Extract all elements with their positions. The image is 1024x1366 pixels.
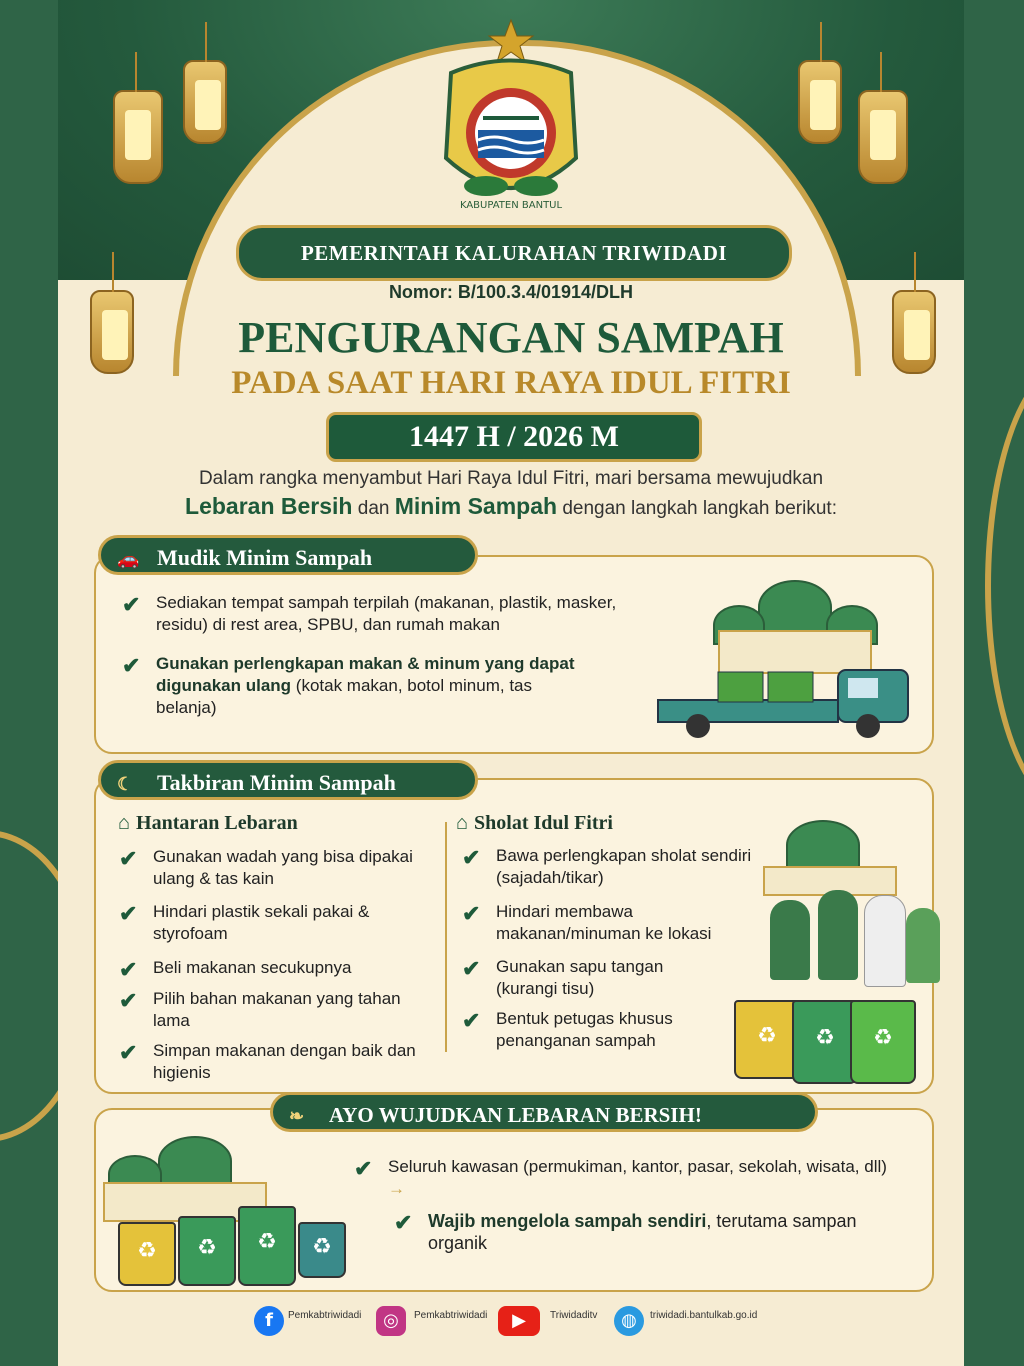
recycle-bin-icon: ♻ xyxy=(792,1000,858,1084)
website-link[interactable]: triwidadi.bantulkab.go.id xyxy=(650,1310,758,1321)
mudik-item-bold: Gunakan perlengkapan makan & minum yang dapat digunakan ulang xyxy=(156,654,575,695)
arrow-icon: → xyxy=(388,1179,405,1198)
youtube-handle[interactable]: Triwidaditv xyxy=(550,1310,598,1321)
mudik-title: Mudik Minim Sampah xyxy=(157,545,373,570)
recycle-bin-icon: ♻ xyxy=(238,1206,296,1286)
sholat-item xyxy=(462,901,756,945)
sholat-item-text: Gunakan sapu tangan (kurangi tisu) xyxy=(496,957,664,998)
intro-bold-1: Lebaran Bersih xyxy=(185,493,353,519)
check-icon: ✔ xyxy=(119,988,138,1013)
document-number: Nomor: B/100.3.4/01914/DLH xyxy=(388,282,634,302)
column-divider xyxy=(445,822,447,1052)
sholat-item xyxy=(462,845,756,889)
truck-illustration xyxy=(648,660,918,740)
facebook-handle[interactable]: Pemkabtriwidadi xyxy=(288,1310,362,1321)
check-icon: ✔ xyxy=(119,901,138,926)
check-icon: ✔ xyxy=(354,1156,373,1181)
header-ribbon: PEMERINTAH KALURAHAN TRIWIDADI xyxy=(236,225,792,281)
ayo-item-text: , terutama sampan organik xyxy=(428,1211,857,1253)
ayo-item xyxy=(354,1156,908,1200)
check-icon: ✔ xyxy=(462,845,481,870)
ayo-item-text: Seluruh kawasan (permukiman, kantor, pasar, sekolah, wisata, dll) xyxy=(388,1157,887,1176)
leaf-icon: ❧ xyxy=(289,1106,305,1126)
youtube-icon[interactable]: ▶ xyxy=(498,1306,540,1336)
hantaran-item-text: Gunakan wadah yang bisa dipakai ulang & tas kain xyxy=(153,847,413,888)
hantaran-item xyxy=(119,846,413,890)
ayo-ribbon xyxy=(270,1092,818,1132)
recycle-bin-icon: ♻ xyxy=(118,1222,176,1286)
sholat-title: Sholat Idul Fitri xyxy=(474,812,613,834)
mudik-item xyxy=(122,592,646,636)
sholat-item xyxy=(462,956,726,1000)
check-icon: ✔ xyxy=(462,956,481,981)
check-icon: ✔ xyxy=(122,592,141,617)
svg-text:KABUPATEN BANTUL: KABUPATEN BANTUL xyxy=(459,200,563,211)
ayo-title: AYO WUJUDKAN LEBARAN BERSIH! xyxy=(329,1103,702,1127)
sholat-item-text: Hindari membawa makanan/minuman ke lokasi xyxy=(496,902,712,943)
facebook-icon[interactable]: f xyxy=(254,1306,284,1336)
check-icon: ✔ xyxy=(119,957,138,982)
hantaran-item-text: Beli makanan secukupnya xyxy=(153,958,352,977)
intro-text-2 xyxy=(58,493,964,520)
sholat-heading xyxy=(456,812,613,835)
mudik-item-text: (kotak makan, botol minum, tas belanja) xyxy=(156,676,532,717)
check-icon: ✔ xyxy=(462,1008,481,1033)
ayo-item xyxy=(394,1210,878,1254)
hantaran-item xyxy=(119,901,413,945)
check-icon: ✔ xyxy=(119,1040,138,1065)
sholat-item-text: Bentuk petugas khusus penanganan sampah xyxy=(496,1009,673,1050)
left-border-decoration xyxy=(0,0,58,1366)
globe-icon[interactable]: ◍ xyxy=(614,1306,644,1336)
recycle-bin-icon: ♻ xyxy=(178,1216,236,1286)
takbiran-ribbon xyxy=(98,760,478,800)
lantern-icon xyxy=(183,60,227,144)
hantaran-item xyxy=(119,988,413,1032)
car-icon: 🚗 xyxy=(117,549,140,569)
check-icon: ✔ xyxy=(122,653,141,678)
mudik-ribbon xyxy=(98,535,478,575)
crescent-icon: ☾ xyxy=(117,774,134,794)
kabupaten-bantul-emblem xyxy=(431,18,591,218)
hantaran-title: Hantaran Lebaran xyxy=(136,812,298,834)
main-title: PENGURANGAN SAMPAH xyxy=(238,313,784,362)
hantaran-item xyxy=(119,957,413,982)
lantern-icon xyxy=(798,60,842,144)
recycle-bin-icon: ♻ xyxy=(734,1000,800,1079)
hantaran-item xyxy=(119,1040,443,1084)
lantern-icon xyxy=(113,90,163,184)
intro-text: Dalam rangka menyambut Hari Raya Idul Fitri, mari bersama mewujudkan xyxy=(198,468,824,489)
check-icon: ✔ xyxy=(394,1210,413,1235)
ayo-item-bold: Wajib mengelola sampah sendiri xyxy=(428,1211,707,1231)
hantaran-item-text: Pilih bahan makanan yang tahan lama xyxy=(153,989,401,1030)
intro-bold-2: Minim Sampah xyxy=(394,493,558,519)
intro-tail: dengan langkah langkah berikut: xyxy=(557,498,837,519)
instagram-icon[interactable]: ◎ xyxy=(376,1306,406,1336)
home-icon: ⌂ xyxy=(118,812,131,834)
year-badge: 1447 H / 2026 M xyxy=(326,412,702,462)
intro-mid: dan xyxy=(352,498,395,519)
mudik-item-text: Sediakan tempat sampah terpilah (makanan, plastik, masker, residu) di rest area, SPBU, dan rumah makan xyxy=(156,593,617,634)
hantaran-item-text: Hindari plastik sekali pakai & styrofoam xyxy=(153,902,370,943)
poster xyxy=(58,0,964,1366)
check-icon: ✔ xyxy=(462,901,481,926)
lantern-icon xyxy=(858,90,908,184)
instagram-handle[interactable]: Pemkabtriwidadi xyxy=(414,1310,488,1321)
recycle-bin-icon: ♻ xyxy=(298,1222,346,1278)
mudik-item xyxy=(122,653,576,719)
recycle-bin-icon: ♻ xyxy=(850,1000,916,1084)
hantaran-item-text: Simpan makanan dengan baik dan higienis xyxy=(153,1041,416,1082)
sholat-item-text: Bawa perlengkapan sholat sendiri (sajadah/tikar) xyxy=(496,846,752,887)
hantaran-heading xyxy=(118,812,298,835)
check-icon: ✔ xyxy=(119,846,138,871)
sholat-item xyxy=(462,1008,726,1052)
subtitle: PADA SAAT HARI RAYA IDUL FITRI xyxy=(231,365,791,401)
takbiran-title: Takbiran Minim Sampah xyxy=(157,770,396,795)
mosque-icon: ⌂ xyxy=(456,812,469,834)
